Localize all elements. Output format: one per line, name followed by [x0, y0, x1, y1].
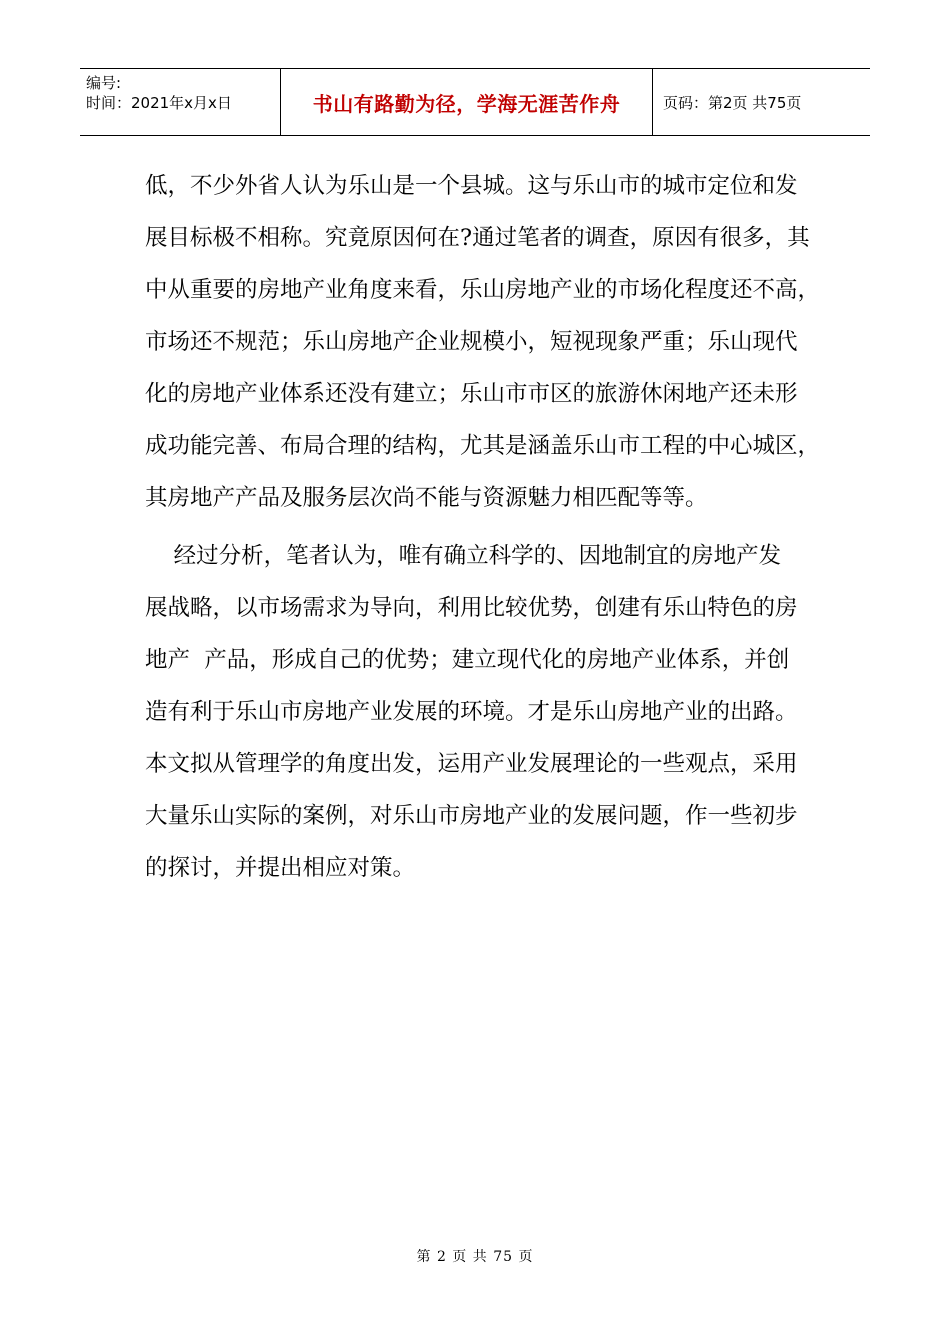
- text-line: 造有利于乐山市房地产业发展的环境。才是乐山房地产业的出路。: [145, 699, 798, 725]
- text-line: 本文拟从管理学的角度出发，运用产业发展理论的一些观点，采用: [145, 751, 798, 777]
- text-line: 展目标极不相称。究竟原因何在?通过笔者的调查，原因有很多，其: [145, 225, 810, 251]
- text-line: 市场还不规范；乐山房地产企业规模小，短视现象严重；乐山现代: [145, 329, 798, 355]
- text-line: 成功能完善、布局合理的结构，尤其是涵盖乐山市工程的中心城区，: [145, 433, 821, 459]
- header-motto-cell: [281, 69, 653, 135]
- motto-text: 书山有路勤为径，学海无涯苦作舟: [312, 91, 621, 116]
- header-meta-cell: [80, 69, 281, 135]
- text-line: 化的房地产业体系还没有建立；乐山市市区的旅游休闲地产还未形: [145, 381, 798, 407]
- page-code-label: 页码：第2页 共75页: [663, 93, 802, 112]
- text-line: 中从重要的房地产业角度来看，乐山房地产业的市场化程度还不高，: [145, 277, 821, 303]
- text-line: 展战略，以市场需求为导向，利用比较优势，创建有乐山特色的房: [145, 595, 798, 621]
- text-line: 低，不少外省人认为乐山是一个县城。这与乐山市的城市定位和发: [145, 173, 798, 199]
- document-header: [80, 68, 870, 136]
- page-footer: 第 2 页 共 75 页: [416, 1249, 534, 1265]
- text-line: 的探讨，并提出相应对策。: [145, 855, 416, 881]
- date-label: 时间：2021年x月x日: [86, 94, 232, 112]
- text-line: 其房地产产品及服务层次尚不能与资源魅力相匹配等等。: [145, 485, 708, 511]
- text-line: 地产 产品，形成自己的优势；建立现代化的房地产业体系，并创: [145, 647, 790, 673]
- header-page-cell: [653, 69, 870, 135]
- serial-number-label: 编号:: [86, 74, 122, 92]
- body-text: [145, 160, 821, 894]
- text-line: 大量乐山实际的案例，对乐山市房地产业的发展问题，作一些初步: [145, 803, 798, 829]
- text-line: 经过分析，笔者认为，唯有确立科学的、因地制宜的房地产发: [145, 543, 782, 569]
